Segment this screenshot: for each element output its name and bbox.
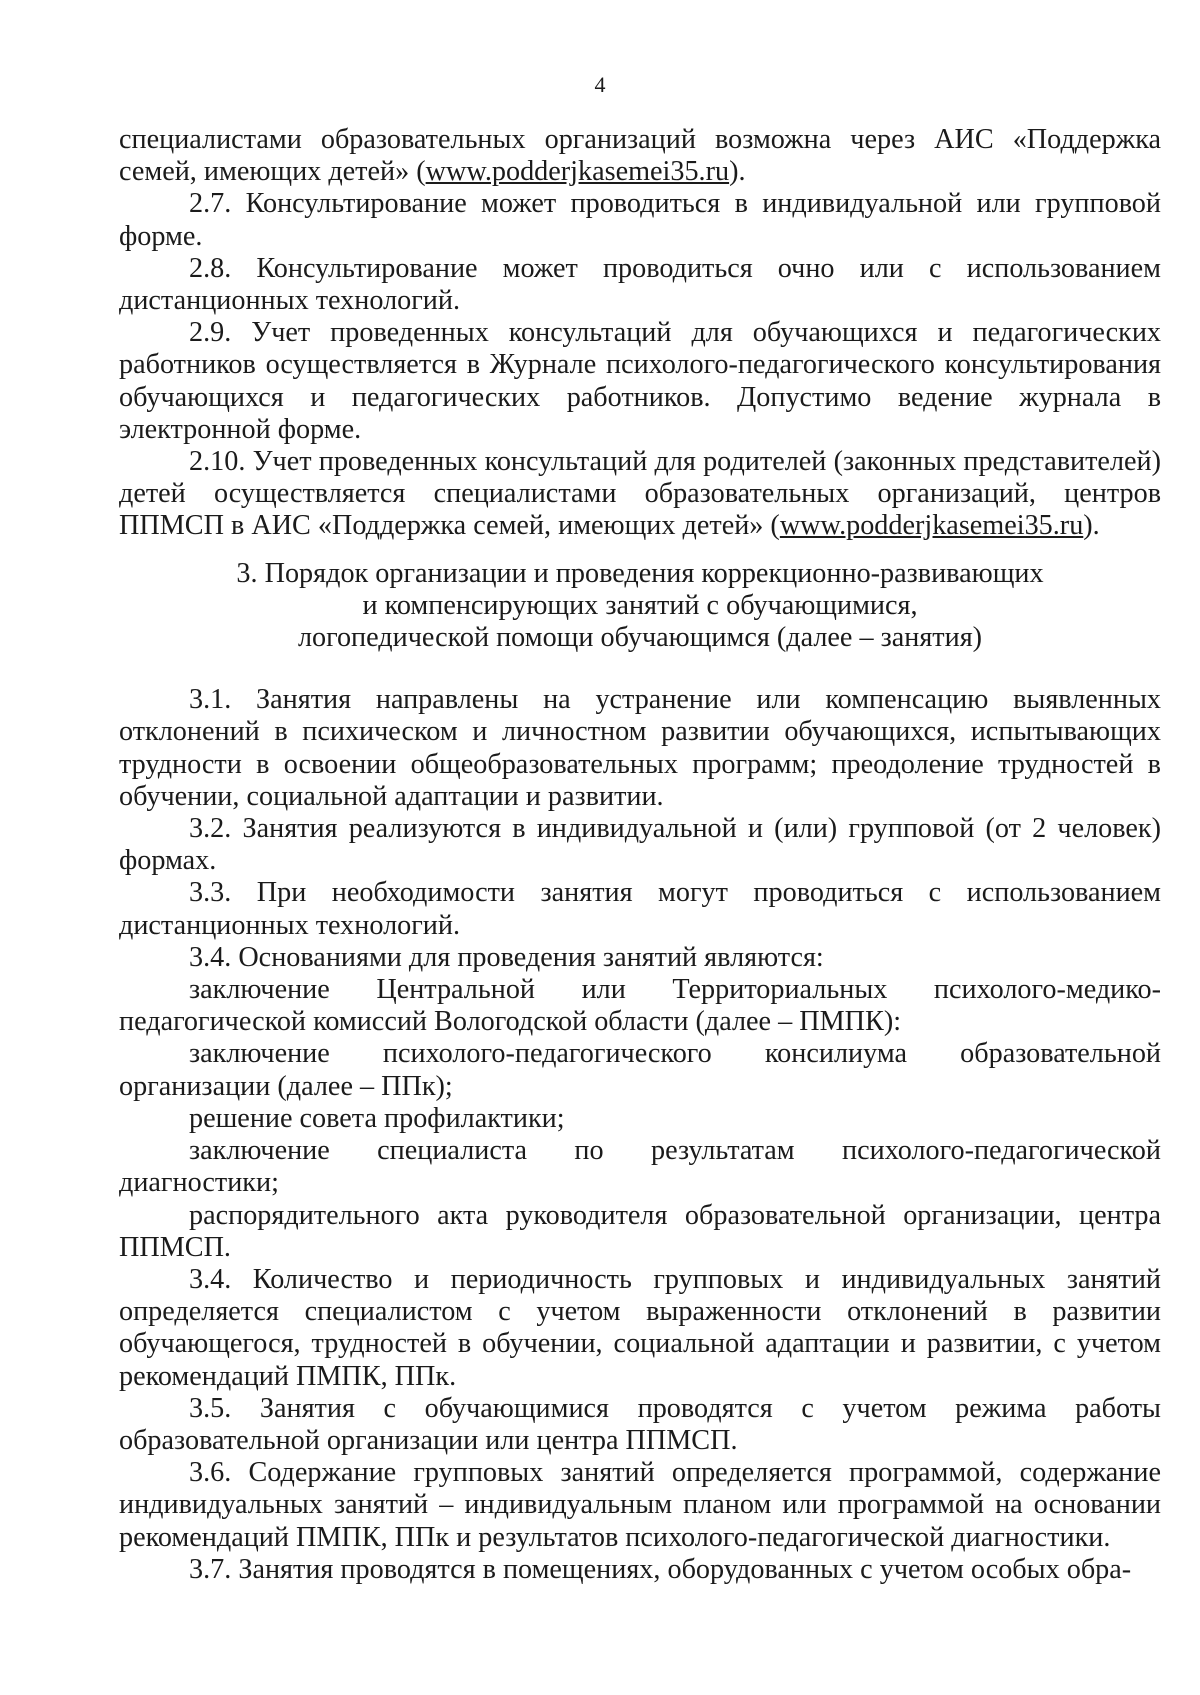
paragraph-continuation: специалистами образовательных организаций возможна через АИС «Поддержка семей, имеющих детей» (www.podderjkasemei35.ru). xyxy=(119,124,1161,188)
heading-line: и компенсирующих занятий с обучающимися, xyxy=(362,589,918,621)
paragraph-3-6: 3.6. Содержание групповых занятий определяется программой, содержание индивидуальных занятий – индивидуальным планом или программой на основании рекомендаций ПМПК, ППк и результатов психолого-педагогической диагностики. xyxy=(119,1457,1161,1553)
document-body xyxy=(119,124,1161,1586)
website-link[interactable]: www.podderjkasemei35.ru xyxy=(425,156,730,188)
heading-line: 3. Порядок организации и проведения коррекционно-развивающих xyxy=(236,557,1044,589)
list-item-specialist-conclusion: заключение специалиста по результатам психолого-педагогической диагностики; xyxy=(119,1135,1161,1199)
paragraph-3-4-grounds: 3.4. Основаниями для проведения занятий являются: xyxy=(189,941,824,973)
paragraph-3-3: 3.3. При необходимости занятия могут проводиться с использованием дистанционных технологий. xyxy=(119,877,1161,941)
list-item-pmpk: заключение Центральной или Территориальных психолого-медико-педагогической комиссий Вологодской области (далее – ПМПК): xyxy=(119,974,1161,1038)
paragraph-2-8: 2.8. Консультирование может проводиться очно или с использованием дистанционных технологий. xyxy=(119,252,1161,317)
paragraph-3-4-frequency: 3.4. Количество и периодичность групповых и индивидуальных занятий определяется специалистом с учетом выраженности отклонений в развитии обучающегося, трудностей в обучении, социальной адаптации и развитии, с учетом рекомендаций ПМПК, ППк. xyxy=(119,1263,1161,1392)
paragraph-2-7: 2.7. Консультирование может проводиться в индивидуальной или групповой форме. xyxy=(119,188,1161,252)
website-link[interactable]: www.podderjkasemei35.ru xyxy=(779,510,1084,542)
paragraph-2-10: 2.10. Учет проведенных консультаций для родителей (законных представителей) детей осуществляется специалистами образовательных организаций, центров ППМСП в АИС «Поддержка семей, имеющих детей» (www.podderjkasemei35.ru). xyxy=(119,446,1161,542)
paragraph-3-1: 3.1. Занятия направлены на устранение или компенсацию выявленных отклонений в психическом и личностном развитии обучающихся, испытывающих трудности в освоении общеобразовательных программ; преодоление трудностей в обучении, социальной адаптации и развитии. xyxy=(119,684,1161,812)
section-3-heading xyxy=(119,558,1161,655)
list-item-administrative-act: распорядительного акта руководителя образовательной организации, центра ППМСП. xyxy=(119,1199,1161,1263)
page-number: 4 xyxy=(594,72,606,97)
list-item-prevention-council: решение совета профилактики; xyxy=(189,1102,565,1134)
paragraph-3-5: 3.5. Занятия с обучающимися проводятся с учетом режима работы образовательной организации или центра ППМСП. xyxy=(119,1392,1161,1456)
paragraph-2-9: 2.9. Учет проведенных консультаций для обучающихся и педагогических работников осуществляется в Журнале психолого-педагогического консультирования обучающихся и педагогических работников. Допустимо ведение журнала в электронной форме. xyxy=(119,317,1161,445)
paragraph-3-2: 3.2. Занятия реализуются в индивидуальной и (или) групповой (от 2 человек) формах. xyxy=(119,813,1161,877)
list-item-ppk: заключение психолого-педагогического консилиума образовательной организации (далее – ППк); xyxy=(119,1038,1161,1102)
heading-line: логопедической помощи обучающимся (далее – занятия) xyxy=(297,622,983,654)
paragraph-3-7: 3.7. Занятия проводятся в помещениях, оборудованных с учетом особых обра- xyxy=(189,1553,1132,1585)
